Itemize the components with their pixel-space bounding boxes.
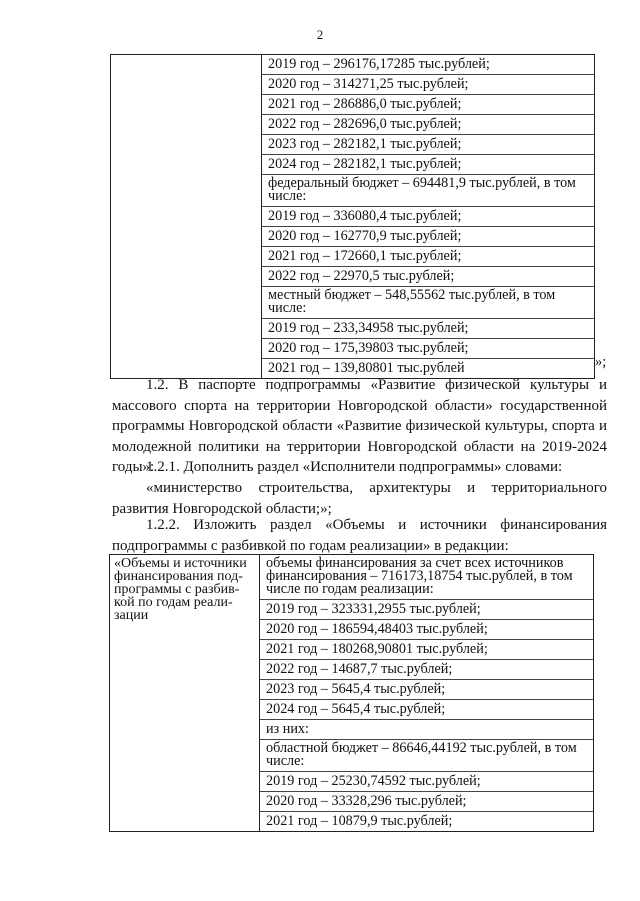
table-row: 2019 год – 336080,4 тыс.рублей; [262, 207, 594, 227]
table-row: 2019 год – 233,34958 тыс.рублей; [262, 319, 594, 339]
table-row: объемы финансирования за счет всех источников финансирования – 716173,18754 тыс.рублей, в том числе по годам реализации: [260, 555, 593, 600]
table-row: 2021 год – 172660,1 тыс.рублей; [262, 247, 594, 267]
table-row: 2020 год – 186594,48403 тыс.рублей; [260, 620, 593, 640]
table-row: 2024 год – 282182,1 тыс.рублей; [262, 155, 594, 175]
table-row: 2020 год – 162770,9 тыс.рублей; [262, 227, 594, 247]
table-left-cell [110, 555, 260, 832]
table-row: 2023 год – 282182,1 тыс.рублей; [262, 135, 594, 155]
closing-quote: »; [595, 354, 607, 370]
table-right-cell [260, 555, 594, 832]
table-row: 2022 год – 22970,5 тыс.рублей; [262, 267, 594, 287]
table-row: 2019 год – 25230,74592 тыс.рублей; [260, 772, 593, 792]
table-row: 2019 год – 296176,17285 тыс.рублей; [262, 55, 594, 75]
table-row: 2022 год – 14687,7 тыс.рублей; [260, 660, 593, 680]
budget-table-new [109, 554, 594, 832]
table-right-cell [262, 55, 595, 379]
page-number: 2 [316, 27, 324, 42]
table-left-cell [111, 55, 262, 379]
table-row: 2022 год – 282696,0 тыс.рублей; [262, 115, 594, 135]
table-row: 2024 год – 5645,4 тыс.рублей; [260, 700, 593, 720]
paragraph-executors-quote: «министерство строительства, архитектуры и территориального развития Новгородской области;»; [112, 480, 607, 517]
table-row: 2020 год – 314271,25 тыс.рублей; [262, 75, 594, 95]
table-row: 2021 год – 286886,0 тыс.рублей; [262, 95, 594, 115]
paragraph-1-2: 1.2. В паспорте подпрограммы «Развитие физической культуры и массового спорта на территории Новгородской области» государственной программы Новгородской области «Развитие физической культуры, спорта и молодежной политики на территории Новгородской области на 2019-2024 годы»: [112, 377, 607, 475]
table-row: 2021 год – 10879,9 тыс.рублей; [266, 813, 453, 829]
table-row: 2023 год – 5645,4 тыс.рублей; [260, 680, 593, 700]
table-row: 2021 год – 139,80801 тыс.рублей [268, 360, 465, 376]
table-row: местный бюджет – 548,55562 тыс.рублей, в том числе: [262, 287, 594, 319]
paragraph-1-2-2: 1.2.2. Изложить раздел «Объемы и источники финансирования подпрограммы с разбивкой по годам реализации» в редакции: [112, 517, 607, 554]
table-row: 2020 год – 33328,296 тыс.рублей; [260, 792, 593, 812]
table-row: 2019 год – 323331,2955 тыс.рублей; [260, 600, 593, 620]
table-row: 2021 год – 180268,90801 тыс.рублей; [260, 640, 593, 660]
table-row: областной бюджет – 86646,44192 тыс.рублей, в том числе: [260, 740, 593, 772]
table-row: 2020 год – 175,39803 тыс.рублей; [262, 339, 594, 359]
budget-table-continued [110, 54, 595, 379]
table-row: из них: [260, 720, 593, 740]
table-row: федеральный бюджет – 694481,9 тыс.рублей, в том числе: [262, 175, 594, 207]
paragraph-1-2-1: 1.2.1. Дополнить раздел «Исполнители подпрограммы» словами: [146, 459, 563, 475]
section-title-cell: «Объемы и источники финансирования под-программы с разбив-кой по годам реали-зации [114, 556, 247, 623]
